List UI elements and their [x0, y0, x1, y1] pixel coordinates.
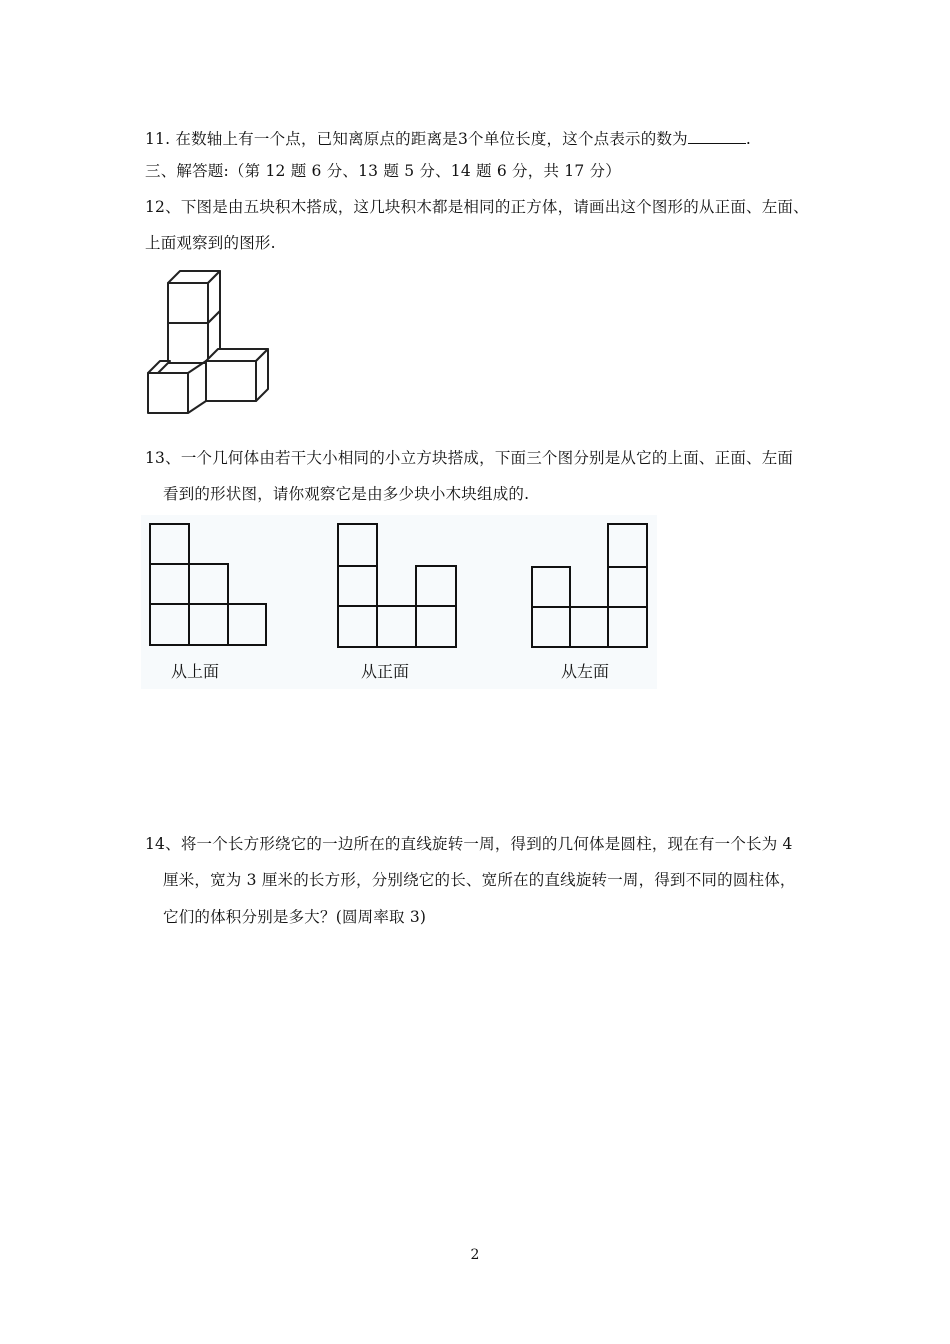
question-14-line-1: 14、将一个长方形绕它的一边所在的直线旋转一周，得到的几何体是圆柱，现在有一个长为 4: [145, 835, 793, 853]
cube-front-face: [148, 373, 188, 413]
three-views-figure: [141, 515, 657, 689]
cube-front-face: [168, 283, 208, 323]
question-11: [145, 128, 751, 150]
cube-stack-figure: [142, 258, 272, 420]
caption-front-view: 从正面: [361, 662, 410, 681]
cube-top-face: [148, 361, 170, 373]
cube-front-face: [168, 323, 208, 363]
views-grid: [141, 515, 657, 655]
front-view-squares: [338, 524, 456, 647]
answer-blank: [688, 129, 746, 144]
question-11-text: 11. 在数轴上有一个点，已知离原点的距离是3个单位长度，这个点表示的数为: [145, 130, 688, 148]
question-14-line-3: 它们的体积分别是多大？(圆周率取 3): [163, 908, 427, 926]
question-11-end: .: [745, 130, 751, 148]
caption-left-view: 从左面: [561, 662, 610, 681]
caption-top-view: 从上面: [171, 662, 220, 681]
question-13-line-2: 看到的形状图，请你观察它是由多少块小木块组成的.: [163, 485, 530, 503]
section-3-heading: 三、解答题:（第 12 题 6 分、13 题 5 分、14 题 6 分，共 17 分）: [145, 162, 621, 180]
cube-front-face: [206, 361, 256, 401]
question-12-line-1: 12、下图是由五块积木搭成，这几块积木都是相同的正方体，请画出这个图形的从正面、左面、: [145, 198, 809, 216]
question-13-line-1: 13、一个几何体由若干大小相同的小立方块搭成，下面三个图分别是从它的上面、正面、左面: [145, 449, 794, 467]
page-number: 2: [470, 1247, 480, 1263]
top-view-squares: [150, 524, 266, 645]
question-12-line-2: 上面观察到的图形.: [145, 234, 276, 252]
left-view-squares: [532, 524, 647, 647]
question-14-line-2: 厘米，宽为 3 厘米的长方形，分别绕它的长、宽所在的直线旋转一周，得到不同的圆柱体，: [163, 871, 796, 889]
